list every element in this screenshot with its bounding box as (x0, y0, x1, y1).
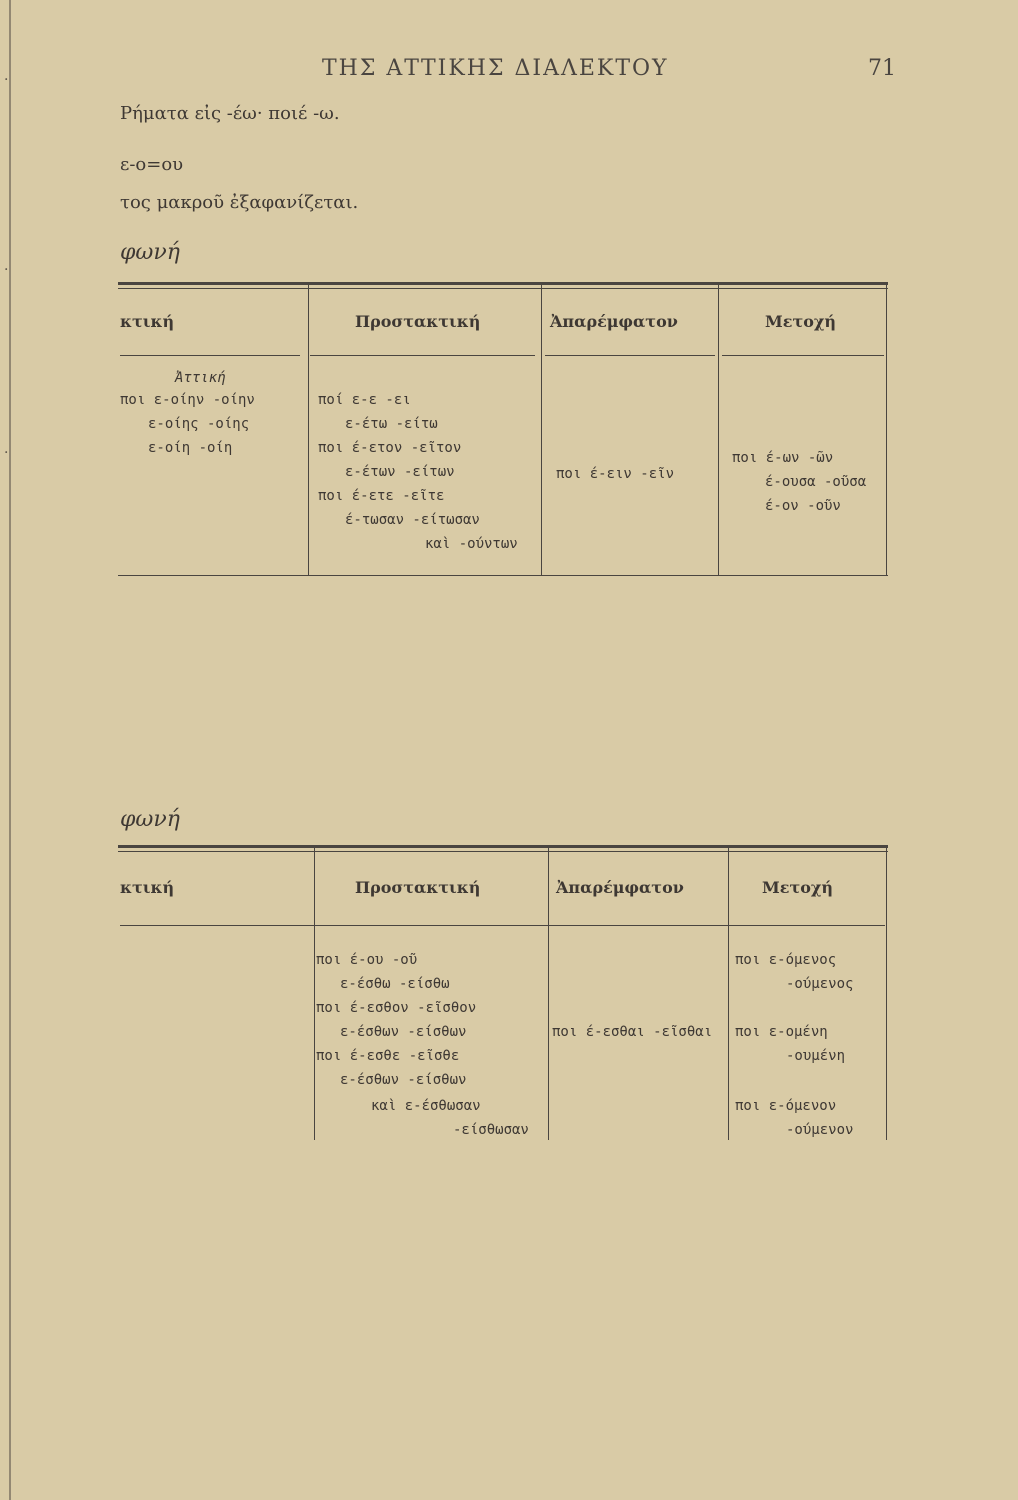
page-edge-line (9, 0, 11, 1500)
participle-form: -ουμένη (786, 1048, 846, 1064)
intro-line-3: τος μακροῦ ἐξαφανίζεται. (120, 192, 359, 213)
participle-form: ποι έ-ων -ῶν (732, 450, 834, 466)
table-top-rule (118, 845, 888, 848)
col-header-imperative: Προστακτική (355, 878, 481, 897)
col-header-indicative: κτική (120, 878, 175, 897)
col-header-infinitive: Ἀπαρέμφατον (556, 878, 684, 897)
intro-line-2: ε-ο=ου (120, 154, 184, 175)
margin-mark: · (4, 445, 9, 461)
imperative-form: -είσθωσαν (453, 1122, 529, 1138)
header-rule (120, 355, 300, 356)
imperative-form: ποι έ-εσθον -εῖσθον (316, 1000, 477, 1016)
col-header-indicative: κτική (120, 312, 175, 331)
imperative-form: ε-έσθω -είσθω (340, 976, 450, 992)
column-divider (718, 285, 719, 575)
column-divider (314, 848, 315, 1140)
participle-form: ποι ε-όμενον (735, 1098, 837, 1114)
imperative-form: ποι έ-ετον -εῖτον (318, 440, 462, 456)
col-header-infinitive: Ἀπαρέμφατον (550, 312, 678, 331)
optative-form: ποι ε-οίην -οίην (120, 392, 255, 408)
table-bottom-rule (118, 575, 888, 576)
col-header-participle: Μετοχή (762, 878, 834, 897)
participle-form: ποι ε-όμενος (735, 952, 837, 968)
table-top-rule (118, 288, 888, 289)
column-divider (308, 285, 309, 575)
infinitive-form: ποι έ-ειν -εῖν (556, 466, 675, 482)
column-divider (728, 848, 729, 1140)
participle-form: -ούμενος (786, 976, 854, 992)
imperative-form: καὶ ε-έσθωσαν (371, 1098, 481, 1114)
participle-form: έ-ον -οῦν (765, 498, 841, 514)
voice-heading: φωνή (120, 240, 180, 265)
imperative-form: ε-έσθων -είσθων (340, 1072, 467, 1088)
imperative-form: ε-έτω -είτω (345, 416, 438, 432)
imperative-form: ποί ε-ε -ει (318, 392, 411, 408)
imperative-form: ε-έσθων -είσθων (340, 1024, 467, 1040)
header-rule (545, 355, 715, 356)
table-right-border (886, 848, 887, 1140)
optative-form: ε-οίη -οίη (148, 440, 233, 456)
table-right-border (886, 285, 887, 575)
imperative-form: ποι έ-ετε -εῖτε (318, 488, 445, 504)
col-header-imperative: Προστακτική (355, 312, 481, 331)
column-divider (541, 285, 542, 575)
header-rule (120, 925, 885, 926)
participle-form: ποι ε-ομένη (735, 1024, 828, 1040)
col-header-participle: Μετοχή (765, 312, 837, 331)
header-rule (722, 355, 884, 356)
optative-form: ε-οίης -οίης (148, 416, 250, 432)
imperative-form: ποι έ-ου -οῦ (316, 952, 418, 968)
voice-heading: φωνή (120, 807, 180, 832)
margin-mark: · (4, 262, 9, 278)
intro-line-1: Ρήματα εἰς -έω· ποιέ -ω. (120, 103, 340, 124)
infinitive-form: ποι έ-εσθαι -εῖσθαι (552, 1024, 713, 1040)
imperative-form: καὶ -ούντων (425, 536, 518, 552)
imperative-form: έ-τωσαν -είτωσαν (345, 512, 480, 528)
page-number: 71 (868, 56, 896, 81)
margin-mark: · (4, 72, 9, 88)
participle-form: έ-ουσα -οῦσα (765, 474, 867, 490)
running-head: ΤΗΣ ΑΤΤΙΚΗΣ ΔΙΑΛΕΚΤΟΥ (322, 56, 669, 81)
optative-subhead: Ἀττική (175, 370, 226, 386)
imperative-form: ε-έτων -είτων (345, 464, 455, 480)
header-rule (310, 355, 535, 356)
participle-form: -ούμενον (786, 1122, 854, 1138)
table-top-rule (118, 282, 888, 285)
table-top-rule (118, 851, 888, 852)
imperative-form: ποι έ-εσθε -εῖσθε (316, 1048, 460, 1064)
column-divider (548, 848, 549, 1140)
